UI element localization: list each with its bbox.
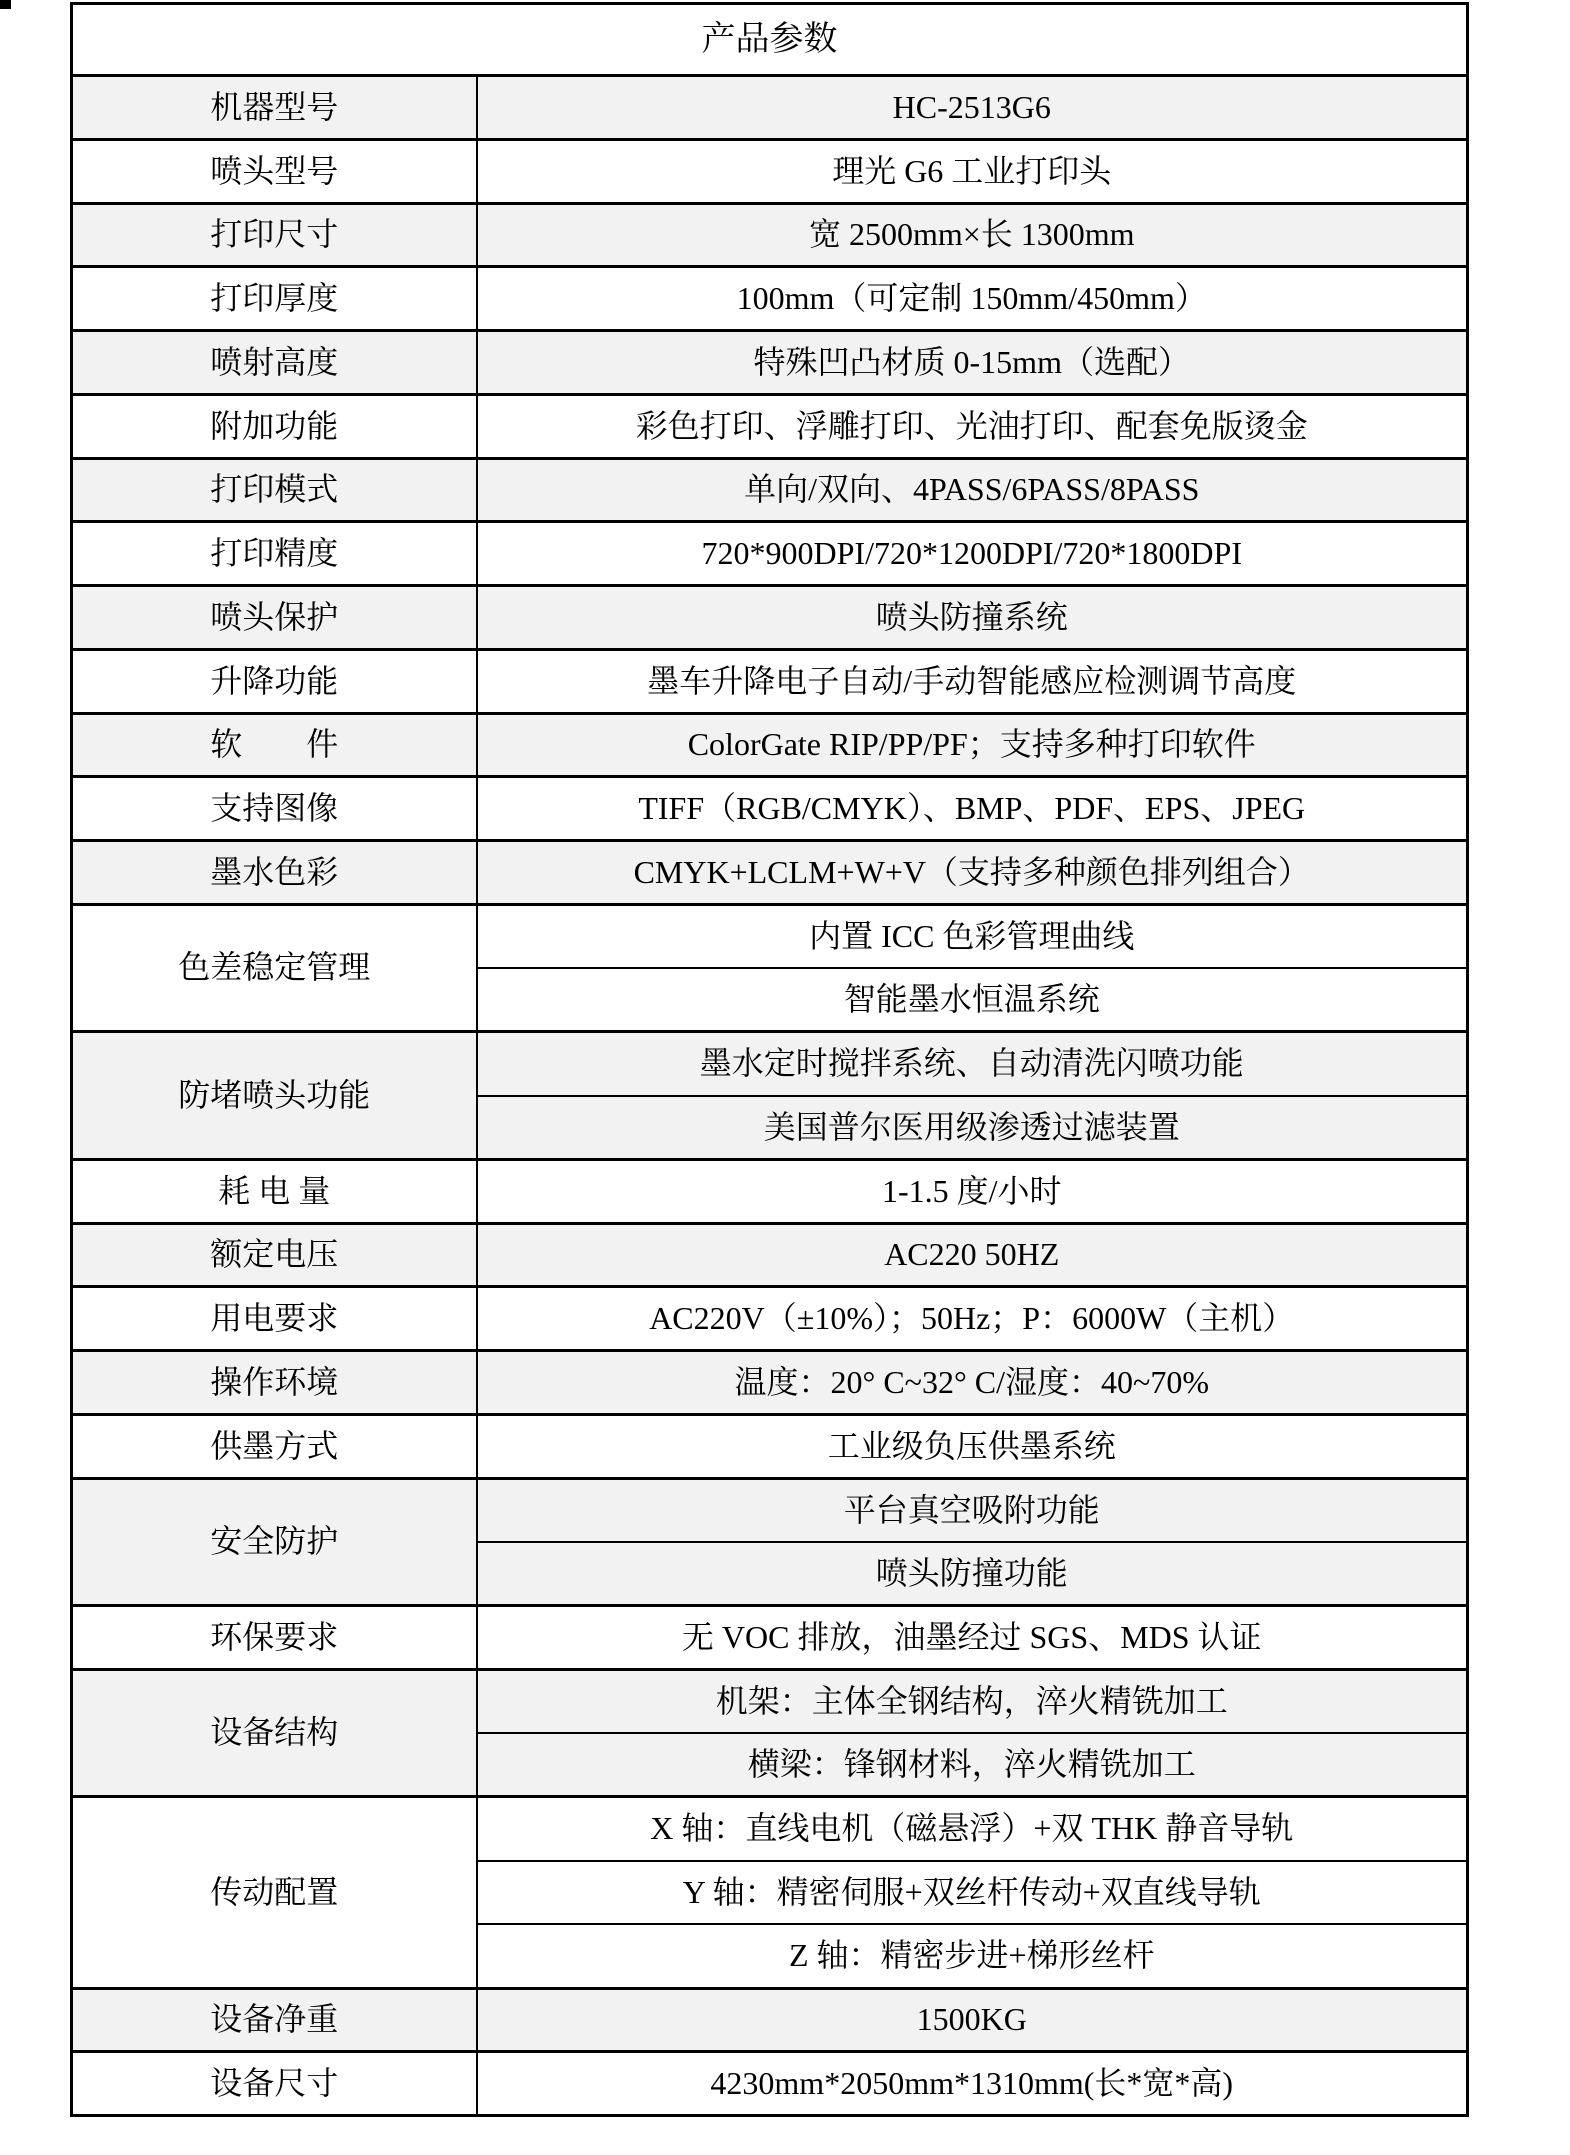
- spec-label-cell: 操作环境: [72, 1351, 477, 1415]
- spec-value-cell: 宽 2500mm×长 1300mm: [477, 203, 1468, 267]
- spec-label-cell: 软 件: [72, 713, 477, 777]
- spec-label-cell: 附加功能: [72, 394, 477, 458]
- spec-value-cell: 1-1.5 度/小时: [477, 1159, 1468, 1223]
- table-title-row: [72, 4, 1468, 76]
- spec-label-cell: 色差稳定管理: [72, 904, 477, 1032]
- spec-label-cell: 打印厚度: [72, 267, 477, 331]
- spec-label-cell: 安全防护: [72, 1478, 477, 1606]
- spec-value-cell: 美国普尔医用级渗透过滤装置: [477, 1096, 1468, 1160]
- spec-value-cell: 彩色打印、浮雕打印、光油打印、配套免版烫金: [477, 394, 1468, 458]
- spec-label-cell: 设备结构: [72, 1669, 477, 1797]
- spec-value-cell: HC-2513G6: [477, 76, 1468, 140]
- spec-value-cell: 720*900DPI/720*1200DPI/720*1800DPI: [477, 522, 1468, 586]
- table-row: [72, 522, 1468, 586]
- table-row: [72, 713, 1468, 777]
- table-row: [72, 1669, 1468, 1733]
- table-row: [72, 203, 1468, 267]
- table-row: [72, 394, 1468, 458]
- spec-value-cell: 机架：主体全钢结构，淬火精铣加工: [477, 1669, 1468, 1733]
- spec-value-cell: AC220 50HZ: [477, 1223, 1468, 1287]
- spec-label-cell: 喷头保护: [72, 586, 477, 650]
- spec-label-cell: 墨水色彩: [72, 841, 477, 905]
- table-row: [72, 1351, 1468, 1415]
- table-row: [72, 904, 1468, 968]
- spec-label-cell: 额定电压: [72, 1223, 477, 1287]
- spec-label-cell: 传动配置: [72, 1797, 477, 1988]
- spec-value-cell: X 轴：直线电机（磁悬浮）+双 THK 静音导轨: [477, 1797, 1468, 1861]
- table-row: [72, 1478, 1468, 1542]
- spec-label-cell: 打印模式: [72, 458, 477, 522]
- table-row: [72, 76, 1468, 140]
- spec-value-cell: 喷头防撞功能: [477, 1542, 1468, 1606]
- spec-value-cell: 墨水定时搅拌系统、自动清洗闪喷功能: [477, 1032, 1468, 1096]
- spec-value-cell: Y 轴：精密伺服+双丝杆传动+双直线导轨: [477, 1861, 1468, 1925]
- spec-label-cell: 环保要求: [72, 1606, 477, 1670]
- table-row: [72, 1606, 1468, 1670]
- spec-label-cell: 用电要求: [72, 1287, 477, 1351]
- table-row: [72, 649, 1468, 713]
- table-row: [72, 1414, 1468, 1478]
- table-row: [72, 1223, 1468, 1287]
- spec-label-cell: 机器型号: [72, 76, 477, 140]
- spec-value-cell: 理光 G6 工业打印头: [477, 139, 1468, 203]
- spec-value-cell: 平台真空吸附功能: [477, 1478, 1468, 1542]
- table-title: 产品参数: [72, 4, 1468, 76]
- table-row: [72, 1032, 1468, 1096]
- spec-value-cell: 智能墨水恒温系统: [477, 968, 1468, 1032]
- table-row: [72, 841, 1468, 905]
- table-row: [72, 1287, 1468, 1351]
- spec-label-cell: 供墨方式: [72, 1414, 477, 1478]
- spec-value-cell: 1500KG: [477, 1988, 1468, 2052]
- table-row: [72, 331, 1468, 395]
- table-row: [72, 777, 1468, 841]
- spec-value-cell: 墨车升降电子自动/手动智能感应检测调节高度: [477, 649, 1468, 713]
- spec-value-cell: 100mm（可定制 150mm/450mm）: [477, 267, 1468, 331]
- spec-value-cell: TIFF（RGB/CMYK）、BMP、PDF、EPS、JPEG: [477, 777, 1468, 841]
- table-row: [72, 1159, 1468, 1223]
- spec-value-cell: Z 轴：精密步进+梯形丝杆: [477, 1924, 1468, 1988]
- spec-value-cell: 4230mm*2050mm*1310mm(长*宽*高): [477, 2052, 1468, 2116]
- spec-label-cell: 打印尺寸: [72, 203, 477, 267]
- spec-label-cell: 打印精度: [72, 522, 477, 586]
- table-row: [72, 1797, 1468, 1861]
- spec-label-cell: 设备尺寸: [72, 2052, 477, 2116]
- table-row: [72, 1988, 1468, 2052]
- table-row: [72, 458, 1468, 522]
- spec-label-cell: 喷头型号: [72, 139, 477, 203]
- table-row: [72, 139, 1468, 203]
- spec-value-cell: 工业级负压供墨系统: [477, 1414, 1468, 1478]
- spec-label-cell: 升降功能: [72, 649, 477, 713]
- spec-value-cell: 无 VOC 排放，油墨经过 SGS、MDS 认证: [477, 1606, 1468, 1670]
- product-spec-table: [70, 2, 1469, 2117]
- spec-label-cell: 防堵喷头功能: [72, 1032, 477, 1160]
- spec-value-cell: 内置 ICC 色彩管理曲线: [477, 904, 1468, 968]
- spec-value-cell: 喷头防撞系统: [477, 586, 1468, 650]
- spec-value-cell: ColorGate RIP/PP/PF；支持多种打印软件: [477, 713, 1468, 777]
- table-row: [72, 2052, 1468, 2116]
- table-row: [72, 267, 1468, 331]
- spec-table-body: [72, 4, 1468, 2116]
- spec-value-cell: 温度：20° C~32° C/湿度：40~70%: [477, 1351, 1468, 1415]
- table-row: [72, 586, 1468, 650]
- spec-label-cell: 支持图像: [72, 777, 477, 841]
- scan-artifact-mark: [0, 0, 11, 9]
- spec-value-cell: 单向/双向、4PASS/6PASS/8PASS: [477, 458, 1468, 522]
- spec-value-cell: CMYK+LCLM+W+V（支持多种颜色排列组合）: [477, 841, 1468, 905]
- spec-value-cell: 横梁：锋钢材料，淬火精铣加工: [477, 1733, 1468, 1797]
- spec-value-cell: AC220V（±10%）；50Hz；P：6000W（主机）: [477, 1287, 1468, 1351]
- spec-label-cell: 设备净重: [72, 1988, 477, 2052]
- spec-label-cell: 耗 电 量: [72, 1159, 477, 1223]
- spec-label-cell: 喷射高度: [72, 331, 477, 395]
- spec-value-cell: 特殊凹凸材质 0-15mm（选配）: [477, 331, 1468, 395]
